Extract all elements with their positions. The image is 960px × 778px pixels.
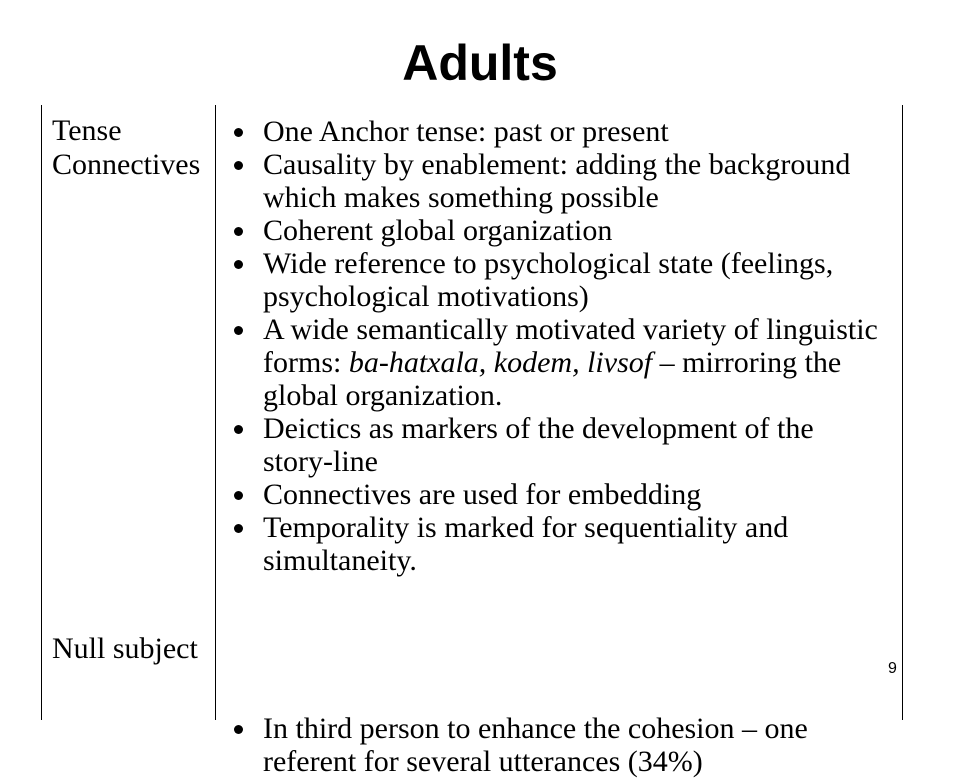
bullet-text: Connectives are used for embedding xyxy=(263,478,702,511)
bullet-dot-icon xyxy=(234,260,243,269)
bullet-text-suffix: – mirroring the global organization. xyxy=(263,346,842,412)
bullet-dot-icon xyxy=(234,425,243,434)
bullet-text: Temporality is marked for sequentiality and simultaneity. xyxy=(263,511,789,577)
bullet-text: Coherent global organization xyxy=(263,214,613,247)
bullet-text: Wide reference to psychological state (feelings, psychological motivations) xyxy=(263,247,834,313)
bullet-text xyxy=(263,313,878,412)
bullet-dot-icon xyxy=(234,128,243,137)
bullet-item xyxy=(263,148,888,214)
bullet-item xyxy=(263,511,888,577)
bullet-text-prefix: A wide semantically motivated variety of linguistic forms: xyxy=(263,313,878,379)
bullet-item xyxy=(263,115,888,148)
bullet-item xyxy=(263,313,888,412)
bullet-item xyxy=(263,247,888,313)
column-divider xyxy=(215,105,216,720)
bullet-dot-icon xyxy=(234,524,243,533)
bullet-item xyxy=(263,412,888,478)
page-number: 9 xyxy=(888,660,897,677)
bullet-text: One Anchor tense: past or present xyxy=(263,115,669,148)
hebrew-forms-italic: ba-hatxala, kodem, livsof xyxy=(348,346,653,379)
bullet-dot-icon xyxy=(234,326,243,335)
bullet-text: Causality by enablement: adding the background which makes something possible xyxy=(263,148,851,214)
label-connectives: Connectives xyxy=(52,148,201,181)
bullet-dot-icon xyxy=(234,227,243,236)
bullet-list xyxy=(263,115,888,778)
bullet-dot-icon xyxy=(234,161,243,170)
bullet-dot-icon xyxy=(234,491,243,500)
bullet-item xyxy=(263,712,888,778)
bullet-text: In third person to enhance the cohesion – one referent for several utterances (34%) xyxy=(263,712,808,778)
label-tense: Tense xyxy=(52,114,122,147)
bullet-dot-icon xyxy=(234,725,243,734)
bullet-item xyxy=(263,478,888,511)
bullet-item xyxy=(263,214,888,247)
bullet-text: Deictics as markers of the development of the story-line xyxy=(263,412,814,478)
slide-title: Adults xyxy=(402,35,558,91)
label-null-subject: Null subject xyxy=(52,632,198,665)
